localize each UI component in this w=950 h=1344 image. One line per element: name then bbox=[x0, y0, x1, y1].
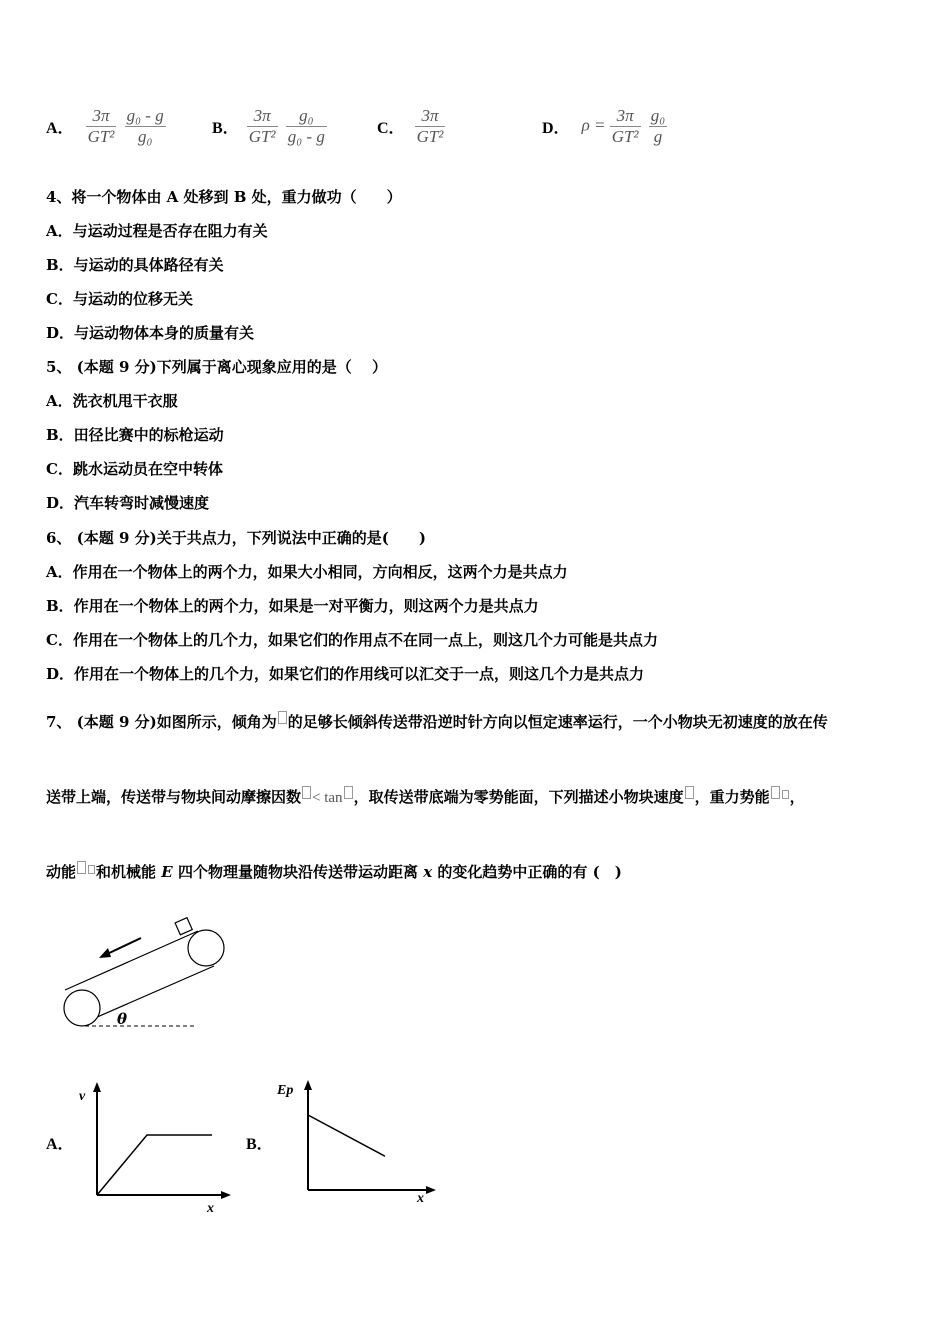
fraction: $\frac{3\pi}{\text{GT²}}$ bbox=[416, 105, 444, 146]
option-label: C． bbox=[377, 119, 405, 137]
q4-option-d[interactable]: D．与运动物体本身的质量有关 bbox=[46, 324, 255, 342]
y-axis-arrow bbox=[304, 1080, 312, 1090]
q5-option-b[interactable]: B．田径比赛中的标枪运动 bbox=[46, 426, 224, 444]
graph-option-b-label[interactable]: B． bbox=[246, 1136, 273, 1153]
option-label: D． bbox=[542, 119, 570, 137]
conveyor-belt-figure bbox=[55, 915, 235, 1040]
upper-roller bbox=[188, 930, 224, 966]
x-axis-arrow bbox=[221, 1191, 231, 1199]
q4-option-a[interactable]: A．与运动过程是否存在阻力有关 bbox=[46, 222, 268, 240]
q6-option-b[interactable]: B．作用在一个物体上的两个力，如果是一对平衡力，则这两个力是共点力 bbox=[46, 597, 539, 615]
q5-option-a[interactable]: A．洗衣机甩干衣服 bbox=[46, 392, 178, 410]
y-axis-arrow bbox=[93, 1082, 101, 1092]
graph-option-a-label[interactable]: A． bbox=[46, 1136, 74, 1153]
q7-line-1: 7、 (本题 9 分)如图所示，倾角为 的足够长倾斜传送带沿逆时针方向以恒定速率运行，一个小物块无初速度的放在传 bbox=[46, 713, 828, 731]
q7-line-3: 动能 和机械能 E 四个物理量随物块沿传送带运动距离 x 的变化趋势中正确的有 ( ) bbox=[46, 863, 622, 881]
q3-option-b bbox=[212, 100, 327, 152]
placeholder-glyph bbox=[685, 786, 694, 799]
fraction: $\frac{3\pi}{\text{GT²}}$ bbox=[611, 105, 639, 146]
placeholder-glyph bbox=[77, 861, 86, 874]
fraction: $\frac{\text{g₀}}{\text{g₀ - g}}$ bbox=[287, 105, 325, 146]
q6-option-a[interactable]: A．作用在一个物体上的两个力，如果大小相同，方向相反，这两个力是共点力 bbox=[46, 563, 568, 581]
fraction: $\frac{3\pi}{\text{GT²}}$ bbox=[248, 105, 276, 146]
q4-option-b[interactable]: B．与运动的具体路径有关 bbox=[46, 256, 224, 274]
placeholder-glyph bbox=[771, 786, 780, 799]
motion-arrow bbox=[105, 938, 141, 955]
q3-option-a bbox=[46, 100, 166, 152]
inequality-math: < tan bbox=[312, 790, 343, 806]
placeholder-glyph bbox=[88, 865, 95, 874]
potential-energy-curve bbox=[308, 1115, 385, 1156]
q7-line-2: 送带上端，传送带与物块间动摩擦因数 < tan ，取传送带底端为零势能面，下列描述小物块速度 ，重力势能 ， bbox=[46, 788, 805, 806]
placeholder-glyph bbox=[344, 786, 353, 799]
rho-prefix: ρ = bbox=[581, 114, 606, 134]
y-axis-label: Ep bbox=[277, 1083, 294, 1098]
y-axis-label: v bbox=[79, 1089, 86, 1104]
arrow-head bbox=[99, 948, 111, 958]
option-label: B． bbox=[212, 119, 239, 137]
placeholder-glyph bbox=[278, 711, 287, 724]
q4-option-c[interactable]: C．与运动的位移无关 bbox=[46, 290, 193, 308]
fraction: $\frac{\text{g₀ - g}}{\text{g₀}}$ bbox=[126, 105, 164, 146]
fraction: $\frac{\text{g₀}}{g}$ bbox=[650, 105, 666, 146]
q3-option-c bbox=[377, 100, 445, 152]
graph-b-potential-energy bbox=[275, 1075, 445, 1210]
q6-option-c[interactable]: C．作用在一个物体上的几个力，如果它们的作用点不在同一点上，则这几个力可能是共点力 bbox=[46, 631, 658, 649]
q4-stem: 4、将一个物体由 A 处移到 B 处，重力做功（ ） bbox=[46, 188, 402, 206]
graph-a-velocity bbox=[75, 1080, 240, 1215]
q3-option-d bbox=[542, 100, 667, 152]
small-block bbox=[175, 918, 192, 935]
velocity-curve bbox=[97, 1135, 212, 1195]
lower-roller bbox=[64, 990, 100, 1026]
q5-option-d[interactable]: D．汽车转弯时减慢速度 bbox=[46, 494, 210, 512]
q6-option-d[interactable]: D．作用在一个物体上的几个力，如果它们的作用线可以汇交于一点，则这几个力是共点力 bbox=[46, 665, 645, 683]
x-axis-label: x bbox=[207, 1201, 214, 1215]
placeholder-glyph bbox=[302, 786, 311, 799]
theta-label: θ bbox=[117, 1010, 128, 1028]
x-axis-arrow bbox=[426, 1186, 436, 1194]
placeholder-glyph bbox=[782, 790, 789, 799]
x-axis-label: x bbox=[417, 1191, 424, 1206]
q5-stem: 5、 (本题 9 分)下列属于离心现象应用的是（ ） bbox=[46, 358, 387, 376]
q5-option-c[interactable]: C．跳水运动员在空中转体 bbox=[46, 460, 223, 478]
q6-stem: 6、 (本题 9 分)关于共点力，下列说法中正确的是( ) bbox=[46, 529, 426, 547]
fraction: $\frac{3\pi}{\text{GT²}}$ bbox=[87, 105, 115, 146]
option-label: A． bbox=[46, 119, 74, 137]
